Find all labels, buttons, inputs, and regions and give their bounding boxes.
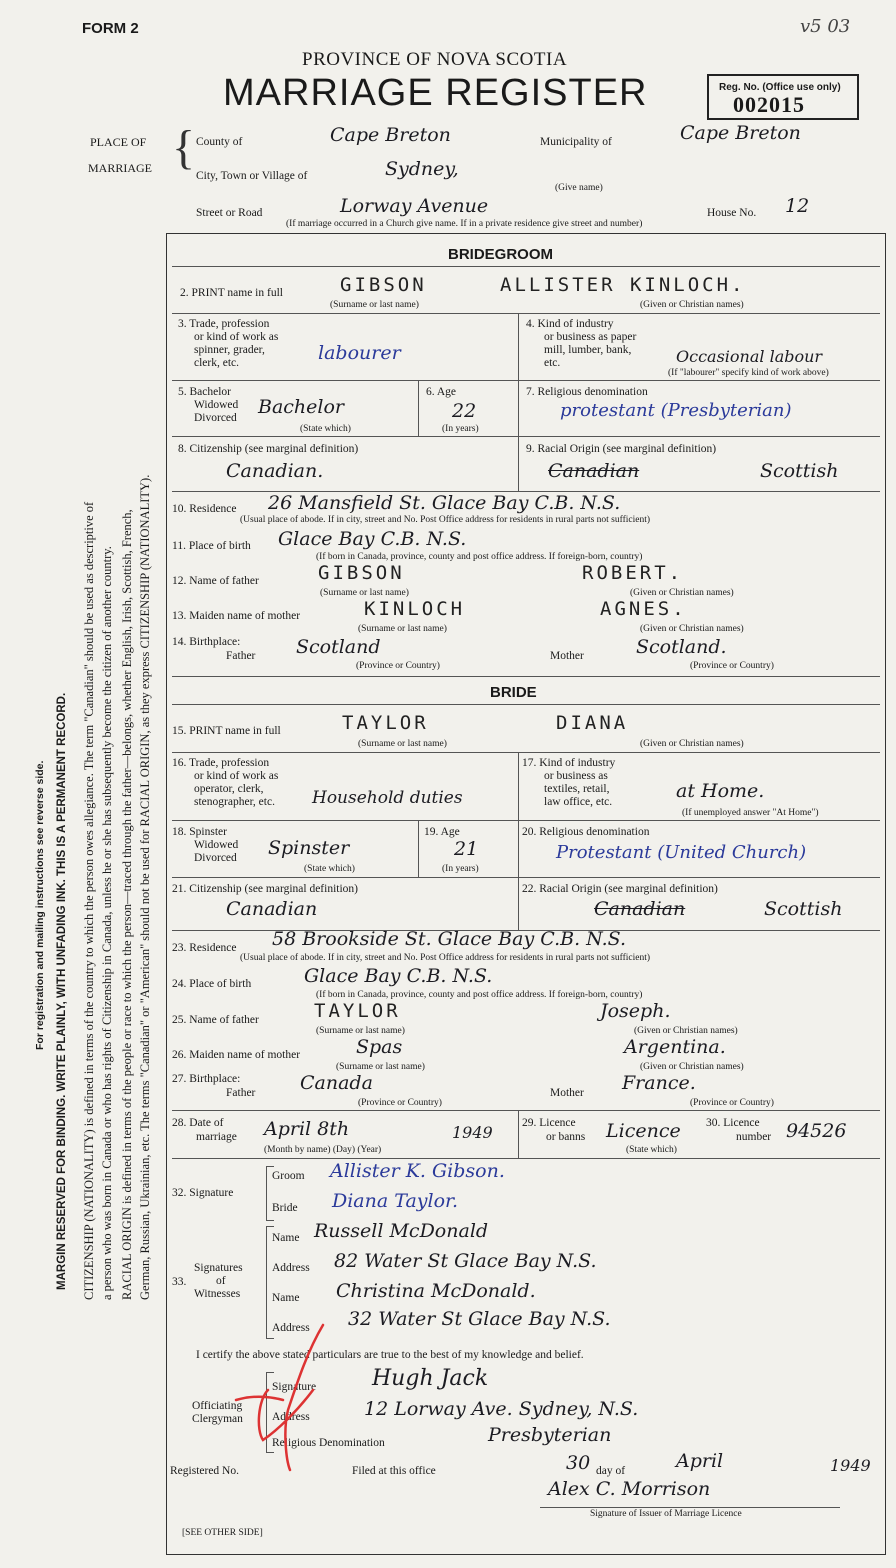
licence-number-value: 94526	[786, 1120, 847, 1142]
bride-status-label	[172, 826, 238, 865]
bride-status-value: Spinster	[268, 837, 350, 859]
label-line: 5. Bachelor	[178, 386, 232, 398]
bride-mother-surname-hint: (Surname or last name)	[336, 1062, 425, 1072]
margin-racial-def-1: RACIAL ORIGIN is defined in terms of the people or race to which the person—traced through the father—belongs, whether English, Irish, Scottish, French,	[120, 509, 134, 1300]
groom-industry-label	[526, 318, 636, 370]
date-label-1: 28. Date of	[172, 1117, 224, 1129]
label-line: 18. Spinster	[172, 826, 227, 838]
bride-mother-label: 26. Maiden name of mother	[172, 1049, 301, 1061]
bride-age-hint: (In years)	[442, 864, 479, 874]
bride-name-label: 15. PRINT name in full	[172, 725, 281, 737]
label-line: 4. Kind of industry	[526, 318, 614, 330]
groom-mother-label: 13. Maiden name of mother	[172, 610, 301, 622]
bride-birthplace-hint: (If born in Canada, province, county and post office address. If foreign-born, country)	[316, 990, 643, 1000]
bride-birthplace-label: 24. Place of birth	[172, 978, 252, 990]
witness2-name: Christina McDonald.	[336, 1280, 536, 1302]
groom-mother-birthplace: Scotland.	[636, 636, 727, 658]
divider	[518, 1110, 519, 1158]
bride-father-surname-hint: (Surname or last name)	[316, 1026, 405, 1036]
groom-surname-hint: (Surname or last name)	[330, 300, 419, 310]
groom-father-birthplace: Scotland	[296, 636, 381, 658]
house-value: 12	[785, 195, 810, 217]
divider	[172, 436, 880, 437]
witness2-address-label: Address	[272, 1322, 310, 1334]
groom-industry-hint: (If "labourer" specify kind of work above)	[668, 368, 829, 378]
label-line: clerk, etc.	[194, 357, 240, 369]
divider	[266, 1226, 274, 1227]
groom-father-word: Father	[226, 650, 256, 662]
form-label: FORM 2	[82, 20, 139, 37]
place-label-2: MARRIAGE	[88, 161, 153, 175]
divider	[518, 380, 519, 436]
divider	[172, 1158, 880, 1159]
groom-section-title: BRIDEGROOM	[448, 246, 553, 263]
bride-father-given-hint: (Given or Christian names)	[634, 1026, 738, 1036]
county-value: Cape Breton	[330, 124, 451, 146]
divider	[518, 313, 519, 380]
divider	[418, 820, 419, 877]
margin-racial-def-2: German, Russian, Ukrainian, etc. The terms "Canadian" or "American" should not be used for RACIAL ORIGIN, as they express CITIZENSHIP (NATIONALITY).	[138, 474, 152, 1300]
bride-state-hint: (State which)	[304, 864, 355, 874]
groom-racial-struck: Canadian	[548, 460, 640, 482]
groom-trade-value: labourer	[318, 342, 401, 364]
groom-status-label	[178, 386, 238, 425]
margin-instructions: For registration and mailing instructions see reverse side.	[34, 760, 46, 1050]
bride-mother-birthplace: France.	[622, 1072, 696, 1094]
marriage-date-hint: (Month by name) (Day) (Year)	[264, 1145, 382, 1155]
licence-number-label-2: number	[736, 1131, 772, 1143]
label-line: or business as	[544, 770, 608, 782]
municipality-value: Cape Breton	[680, 122, 801, 144]
divider	[266, 1166, 274, 1167]
issuer-signature: Alex C. Morrison	[548, 1478, 711, 1500]
street-label: Street or Road	[196, 207, 263, 219]
reg-number-label: Reg. No. (Office use only)	[719, 82, 841, 93]
divider	[266, 1220, 274, 1221]
licence-label-1: 29. Licence	[522, 1117, 576, 1129]
reg-number-value: 002015	[733, 92, 805, 117]
bride-father-label: 25. Name of father	[172, 1014, 259, 1026]
label-line: 3. Trade, profession	[178, 318, 270, 330]
groom-surname: GIBSON	[340, 274, 427, 296]
label-line: Signatures	[194, 1262, 243, 1274]
city-value: Sydney,	[385, 158, 459, 180]
bride-sig-label: Bride	[272, 1202, 298, 1214]
groom-birthplace-value: Glace Bay C.B. N.S.	[278, 528, 467, 550]
marriage-month-day: April 8th	[264, 1118, 350, 1140]
bride-industry-label	[522, 757, 615, 809]
clergy-denomination: Presbyterian	[488, 1424, 612, 1446]
groom-mother-given-hint: (Given or Christian names)	[640, 624, 744, 634]
witness1-address: 82 Water St Glace Bay N.S.	[334, 1250, 597, 1272]
label-line: Witnesses	[194, 1288, 241, 1300]
divider	[172, 313, 880, 314]
signature-label: 32. Signature	[172, 1187, 234, 1199]
divider	[172, 266, 880, 267]
label-line: operator, clerk,	[194, 783, 264, 795]
clergy-signature: Hugh Jack	[372, 1366, 489, 1391]
bride-birthplace-value: Glace Bay C.B. N.S.	[304, 965, 493, 987]
bride-signature: Diana Taylor.	[332, 1190, 459, 1212]
groom-mother-given: AGNES.	[600, 598, 687, 620]
marriage-year: 1949	[452, 1123, 493, 1142]
label-line: textiles, retail,	[544, 783, 610, 795]
city-label: City, Town or Village of	[196, 170, 308, 182]
bride-residence-label: 23. Residence	[172, 942, 237, 954]
groom-state-hint: (State which)	[300, 424, 351, 434]
clergy-address: 12 Lorway Ave. Sydney, N.S.	[364, 1398, 639, 1420]
licence-type-value: Licence	[606, 1120, 681, 1142]
witness2-address: 32 Water St Glace Bay N.S.	[348, 1308, 611, 1330]
label-line: Divorced	[194, 412, 237, 424]
groom-signature: Allister K. Gibson.	[330, 1160, 505, 1182]
divider	[418, 380, 419, 436]
bride-racial-struck: Canadian	[594, 898, 686, 920]
bride-surname: TAYLOR	[342, 712, 429, 734]
street-hint: (If marriage occurred in a Church give name. If in a private residence give street and number)	[286, 219, 643, 229]
groom-residence-label: 10. Residence	[172, 503, 237, 515]
groom-father-given-hint: (Given or Christian names)	[630, 588, 734, 598]
groom-sig-label: Groom	[272, 1170, 305, 1182]
day-of-label: day of	[596, 1465, 626, 1477]
margin-citizenship-def-2: a person who was born in Canada or who has rights of Citizenship in Canada, unless he or she has subsequently become the citizen of another country.	[100, 546, 114, 1300]
groom-prov-hint-father: (Province or Country)	[356, 661, 440, 671]
bride-citizenship-value: Canadian	[226, 898, 318, 920]
groom-mother-word: Mother	[550, 650, 584, 662]
issuer-label: Signature of Issuer of Marriage Licence	[590, 1509, 742, 1519]
bride-father-given: Joseph.	[600, 1000, 671, 1022]
label-line: of	[216, 1275, 226, 1287]
certify-statement: I certify the above stated particulars are true to the best of my knowledge and belief.	[196, 1349, 584, 1361]
groom-trade-label	[178, 318, 278, 370]
margin-warning: MARGIN RESERVED FOR BINDING. WRITE PLAINLY, WITH UNFADING INK. THIS IS A PERMANENT RECORD.	[56, 692, 68, 1290]
clergy-denomination-label: Religious Denomination	[272, 1437, 385, 1449]
place-brace: {	[172, 121, 196, 174]
groom-industry-value: Occasional labour	[676, 347, 823, 366]
label-line: law office, etc.	[544, 796, 613, 808]
witness1-name: Russell McDonald	[314, 1220, 489, 1242]
groom-father-surname: GIBSON	[318, 562, 405, 584]
divider	[518, 436, 519, 491]
bride-prov-hint-father: (Province or Country)	[358, 1098, 442, 1108]
margin-citizenship-def-1: CITIZENSHIP (NATIONALITY) is defined in terms of the country to which the person owes allegiance. The term "Canadian" should be used as descriptive of	[82, 501, 96, 1300]
groom-racial-label: 9. Racial Origin (see marginal definition)	[526, 443, 717, 455]
label-line: stenographer, etc.	[194, 796, 275, 808]
groom-status-value: Bachelor	[258, 396, 345, 418]
clergy-signature-label: Signature	[272, 1381, 317, 1393]
bride-mother-given-hint: (Given or Christian names)	[640, 1062, 744, 1072]
groom-mother-surname-hint: (Surname or last name)	[358, 624, 447, 634]
bride-section-title: BRIDE	[490, 684, 537, 701]
bride-racial-value: Scottish	[764, 898, 843, 920]
groom-citizenship-label: 8. Citizenship (see marginal definition)	[178, 443, 359, 455]
place-label-1: PLACE OF	[90, 135, 147, 149]
bride-residence-value: 58 Brookside St. Glace Bay C.B. N.S.	[272, 928, 626, 950]
groom-birthplace-parents-label: 14. Birthplace:	[172, 636, 241, 648]
divider	[172, 820, 880, 821]
licence-number-label-1: 30. Licence	[706, 1117, 760, 1129]
bride-racial-label: 22. Racial Origin (see marginal definition)	[522, 883, 718, 895]
label-line: Widowed	[194, 399, 239, 411]
groom-given-hint: (Given or Christian names)	[640, 300, 744, 310]
bride-industry-value: at Home.	[676, 780, 765, 802]
county-label: County of	[196, 136, 243, 148]
bride-age-label: 19. Age	[424, 826, 460, 838]
divider	[172, 704, 880, 705]
groom-age-value: 22	[452, 400, 477, 422]
groom-father-label: 12. Name of father	[172, 575, 259, 587]
bride-age-value: 21	[454, 838, 479, 860]
divider	[266, 1166, 267, 1220]
clergy-label-2: Clergyman	[192, 1413, 243, 1425]
label-line: or kind of work as	[194, 331, 279, 343]
bride-given: DIANA	[556, 712, 629, 734]
house-label: House No.	[707, 207, 757, 219]
label-line: Divorced	[194, 852, 237, 864]
groom-religion-value: protestant (Presbyterian)	[560, 400, 792, 421]
street-value: Lorway Avenue	[340, 195, 489, 217]
groom-prov-hint-mother: (Province or Country)	[690, 661, 774, 671]
reg-number-box	[707, 74, 859, 120]
witness1-address-label: Address	[272, 1262, 310, 1274]
witnesses-number: 33.	[172, 1276, 187, 1288]
bride-citizenship-label: 21. Citizenship (see marginal definition)	[172, 883, 358, 895]
groom-citizenship-value: Canadian.	[226, 460, 324, 482]
municipality-label: Municipality of	[540, 136, 612, 148]
groom-residence-hint: (Usual place of abode. If in city, street and No. Post Office address for residents in rural parts not sufficient)	[240, 515, 651, 525]
clergy-address-label: Address	[272, 1411, 310, 1423]
label-line: Widowed	[194, 839, 239, 851]
groom-age-hint: (In years)	[442, 424, 479, 434]
divider	[518, 752, 519, 820]
label-line: or kind of work as	[194, 770, 279, 782]
label-line: 17. Kind of industry	[522, 757, 616, 769]
bride-industry-hint: (If unemployed answer "At Home")	[682, 808, 819, 818]
bride-prov-hint-mother: (Province or Country)	[690, 1098, 774, 1108]
divider	[172, 877, 880, 878]
licence-label-2: or banns	[546, 1131, 586, 1143]
bride-mother-surname: Spas	[356, 1036, 403, 1058]
witness2-name-label: Name	[272, 1292, 300, 1304]
groom-name-label: 2. PRINT name in full	[180, 287, 283, 299]
registered-label: Registered No.	[170, 1465, 239, 1477]
clergy-label-1: Officiating	[192, 1400, 243, 1412]
divider	[172, 676, 880, 677]
groom-birthplace-label: 11. Place of birth	[172, 540, 251, 552]
province-heading: PROVINCE OF NOVA SCOTIA	[302, 49, 568, 70]
bride-mother-given: Argentina.	[624, 1036, 726, 1058]
filed-day: 30	[566, 1452, 591, 1474]
corner-note: v5 03	[800, 16, 851, 37]
filed-month: April	[676, 1450, 724, 1472]
groom-given: ALLISTER KINLOCH.	[500, 274, 746, 296]
bride-religion-value: Protestant (United Church)	[556, 842, 807, 863]
divider	[172, 380, 880, 381]
page-title: MARRIAGE REGISTER	[223, 72, 648, 114]
bride-given-hint: (Given or Christian names)	[640, 739, 744, 749]
label-line: or business as paper	[544, 331, 637, 343]
bride-religion-label: 20. Religious denomination	[522, 826, 650, 838]
groom-racial-value: Scottish	[760, 460, 839, 482]
red-check-mark	[228, 1320, 348, 1480]
bride-father-birthplace: Canada	[300, 1072, 373, 1094]
bride-father-surname: TAYLOR	[314, 1000, 401, 1022]
see-other-side: [SEE OTHER SIDE]	[182, 1528, 263, 1538]
label-line: mill, lumber, bank,	[544, 344, 632, 356]
divider	[518, 820, 519, 877]
groom-mother-surname: KINLOCH	[364, 598, 466, 620]
filed-year: 1949	[830, 1456, 871, 1475]
groom-residence-value: 26 Mansfield St. Glace Bay C.B. N.S.	[268, 492, 621, 514]
label-line: etc.	[544, 357, 561, 369]
divider	[540, 1507, 840, 1508]
divider	[172, 1110, 880, 1111]
bride-surname-hint: (Surname or last name)	[358, 739, 447, 749]
groom-birthplace-hint: (If born in Canada, province, county and post office address. If foreign-born, country)	[316, 552, 643, 562]
groom-age-label: 6. Age	[426, 386, 457, 398]
divider	[172, 752, 880, 753]
label-line: 16. Trade, profession	[172, 757, 270, 769]
bride-trade-value: Household duties	[312, 788, 463, 808]
give-name-hint: (Give name)	[555, 183, 603, 193]
groom-father-given: ROBERT.	[582, 562, 684, 584]
label-line: spinner, grader,	[194, 344, 265, 356]
divider	[518, 877, 519, 930]
bride-birthplace-parents-label: 27. Birthplace:	[172, 1073, 241, 1085]
groom-father-surname-hint: (Surname or last name)	[320, 588, 409, 598]
bride-mother-word: Mother	[550, 1087, 584, 1099]
licence-type-hint: (State which)	[626, 1145, 677, 1155]
date-label-2: marriage	[196, 1131, 237, 1143]
bride-father-word: Father	[226, 1087, 256, 1099]
bride-trade-label	[172, 757, 278, 809]
witness1-name-label: Name	[272, 1232, 300, 1244]
filed-label: Filed at this office	[352, 1465, 436, 1477]
bride-residence-hint: (Usual place of abode. If in city, street and No. Post Office address for residents in rural parts not sufficient)	[240, 953, 651, 963]
groom-religion-label: 7. Religious denomination	[526, 386, 648, 398]
